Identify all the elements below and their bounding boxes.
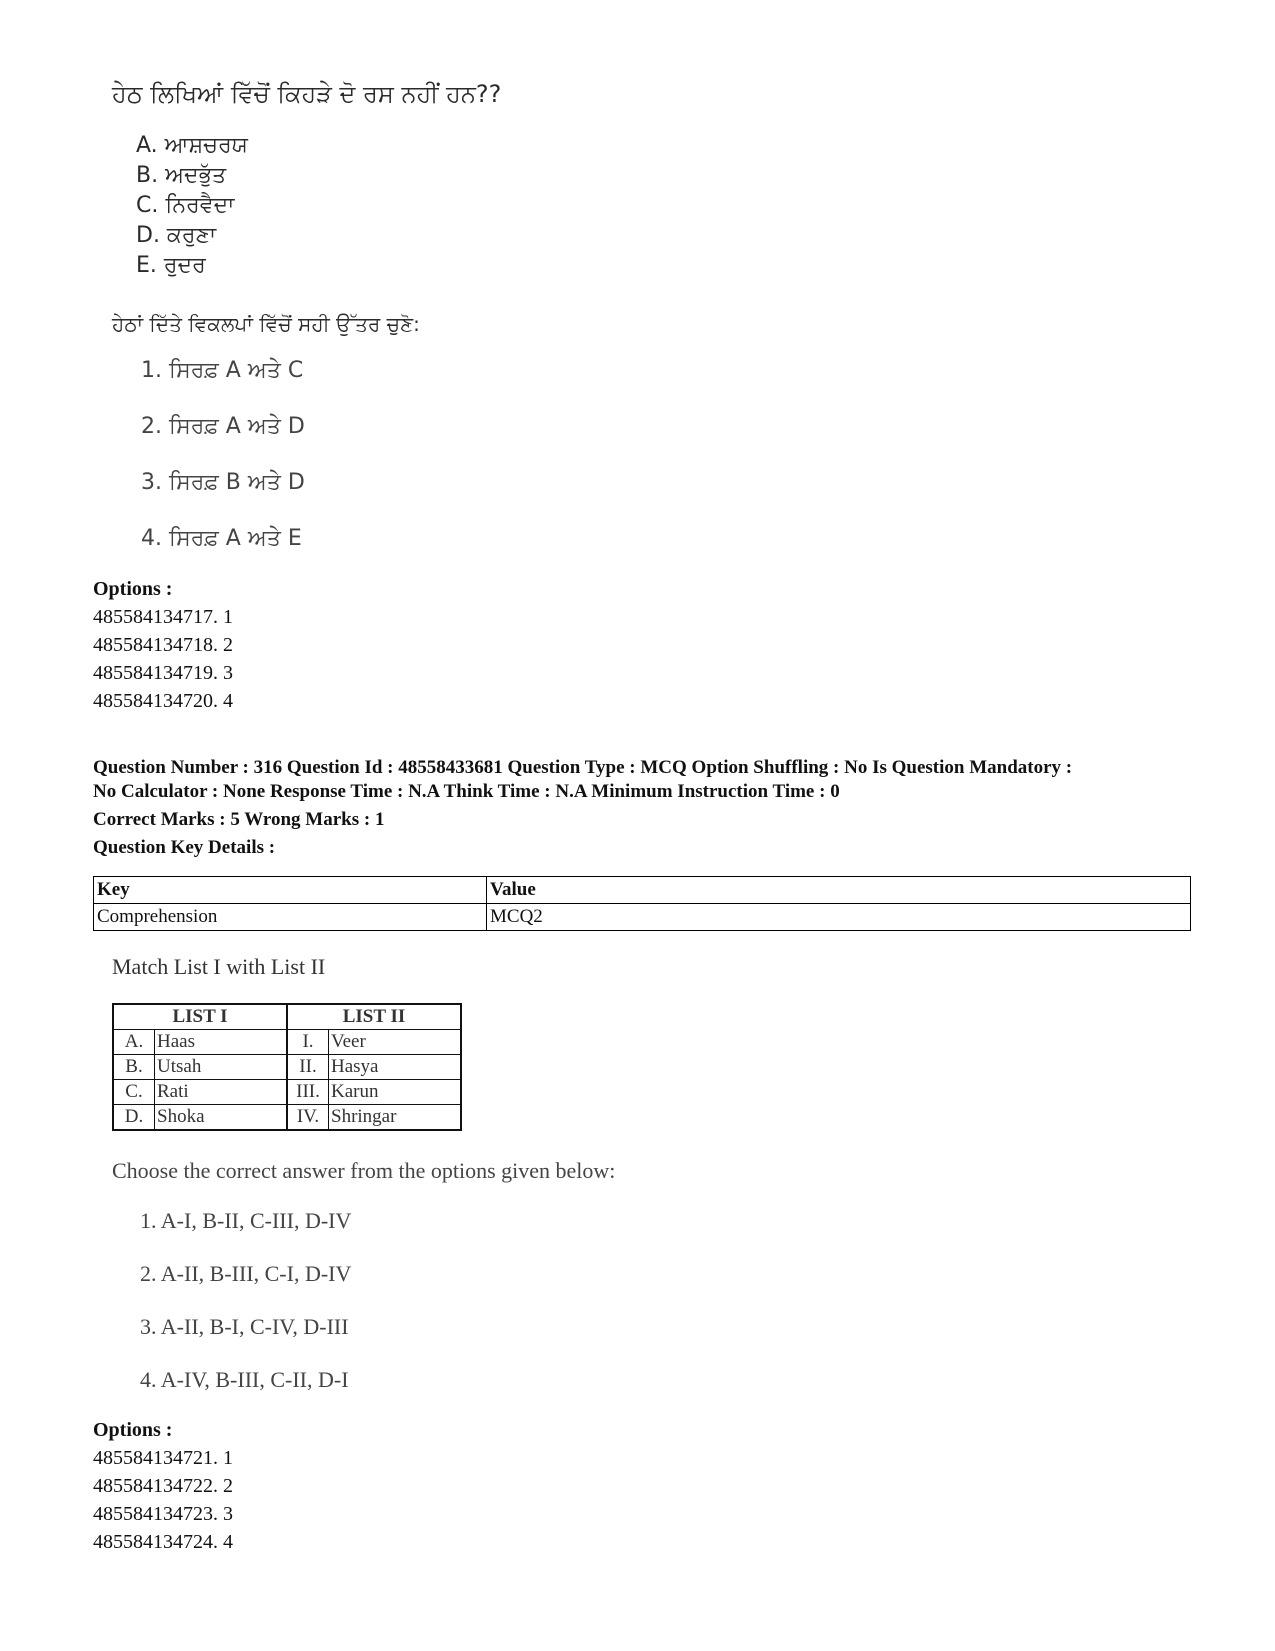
table-cell: Hasya <box>329 1055 462 1080</box>
table-cell: B. <box>113 1055 155 1080</box>
table-header-cell: LIST II <box>287 1004 461 1030</box>
answer-item: 1. A-I, B-II, C-III, D-IV <box>140 1208 352 1233</box>
choice-item: B. ਅਦਭੁੱਤ <box>136 163 227 188</box>
options-label: Options : <box>93 1419 173 1441</box>
option-id: 485584134723. 3 <box>93 1503 233 1525</box>
table-header-cell: Key <box>94 877 487 904</box>
answer-item: 3. ਸਿਰਫ਼ B ਅਤੇ D <box>141 470 305 495</box>
table-row <box>113 1080 461 1105</box>
table-header-cell: LIST I <box>113 1004 287 1030</box>
question-meta-line: Question Number : 316 Question Id : 48558433681 Question Type : MCQ Option Shuffling : No Is Question Mandatory : <box>93 757 1073 778</box>
table-header-cell: Value <box>487 877 1191 904</box>
table-cell: II. <box>287 1055 329 1080</box>
key-details-label: Question Key Details : <box>93 837 276 858</box>
table-cell: III. <box>287 1080 329 1105</box>
table-cell: Comprehension <box>94 904 487 931</box>
question-instruction: ਹੇਠਾਂ ਦਿੱਤੇ ਵਿਕਲਪਾਂ ਵਿੱਚੋਂ ਸਹੀ ਉੱਤਰ ਚੁਣੋ: <box>112 312 420 336</box>
table-cell: Haas <box>155 1030 288 1055</box>
options-label: Options : <box>93 578 173 600</box>
table-cell: I. <box>287 1030 329 1055</box>
choice-item: A. ਆਸ਼ਚਰਯ <box>136 133 248 158</box>
answer-item: 3. A-II, B-I, C-IV, D-III <box>140 1314 349 1339</box>
option-id: 485584134717. 1 <box>93 606 233 628</box>
table-cell: A. <box>113 1030 155 1055</box>
answer-item: 4. ਸਿਰਫ਼ A ਅਤੇ E <box>141 526 302 551</box>
question-meta <box>93 756 1203 804</box>
answer-item: 2. A-II, B-III, C-I, D-IV <box>140 1261 352 1286</box>
choice-item: D. ਕਰੁਣਾ <box>136 223 217 248</box>
table-cell: MCQ2 <box>487 904 1191 931</box>
option-id: 485584134724. 4 <box>93 1531 233 1553</box>
table-cell: C. <box>113 1080 155 1105</box>
table-row <box>113 1030 461 1055</box>
option-id: 485584134722. 2 <box>93 1475 233 1497</box>
table-row <box>113 1004 461 1030</box>
option-id: 485584134721. 1 <box>93 1447 233 1469</box>
question-title: ਹੇਠ ਲਿਖਿਆਂ ਵਿੱਚੋਂ ਕਿਹੜੇ ਦੋ ਰਸ ਨਹੀਂ ਹਨ?? <box>112 80 502 108</box>
table-row <box>94 877 1191 904</box>
table-cell: D. <box>113 1105 155 1131</box>
table-cell: Utsah <box>155 1055 288 1080</box>
table-cell: Shringar <box>329 1105 462 1131</box>
table-row <box>113 1105 461 1131</box>
option-id: 485584134719. 3 <box>93 662 233 684</box>
question-instruction: Choose the correct answer from the options given below: <box>112 1158 616 1183</box>
marks-line: Correct Marks : 5 Wrong Marks : 1 <box>93 809 385 830</box>
option-id: 485584134720. 4 <box>93 690 233 712</box>
answer-item: 4. A-IV, B-III, C-II, D-I <box>140 1367 349 1392</box>
answer-item: 2. ਸਿਰਫ਼ A ਅਤੇ D <box>141 414 305 439</box>
choice-item: C. ਨਿਰਵੈਦਾ <box>136 193 235 218</box>
table-cell: IV. <box>287 1105 329 1131</box>
question-title: Match List I with List II <box>112 954 326 979</box>
table-row <box>94 904 1191 931</box>
table-cell: Rati <box>155 1080 288 1105</box>
choice-item: E. ਰੁਦਰ <box>136 253 206 278</box>
option-id: 485584134718. 2 <box>93 634 233 656</box>
table-cell: Karun <box>329 1080 462 1105</box>
match-list-table <box>112 1003 462 1131</box>
table-row <box>113 1055 461 1080</box>
answer-item: 1. ਸਿਰਫ਼ A ਅਤੇ C <box>141 358 304 383</box>
question-meta-line: No Calculator : None Response Time : N.A Think Time : N.A Minimum Instruction Time : 0 <box>93 781 840 802</box>
key-details-table <box>93 876 1191 931</box>
table-cell: Veer <box>329 1030 462 1055</box>
table-cell: Shoka <box>155 1105 288 1131</box>
